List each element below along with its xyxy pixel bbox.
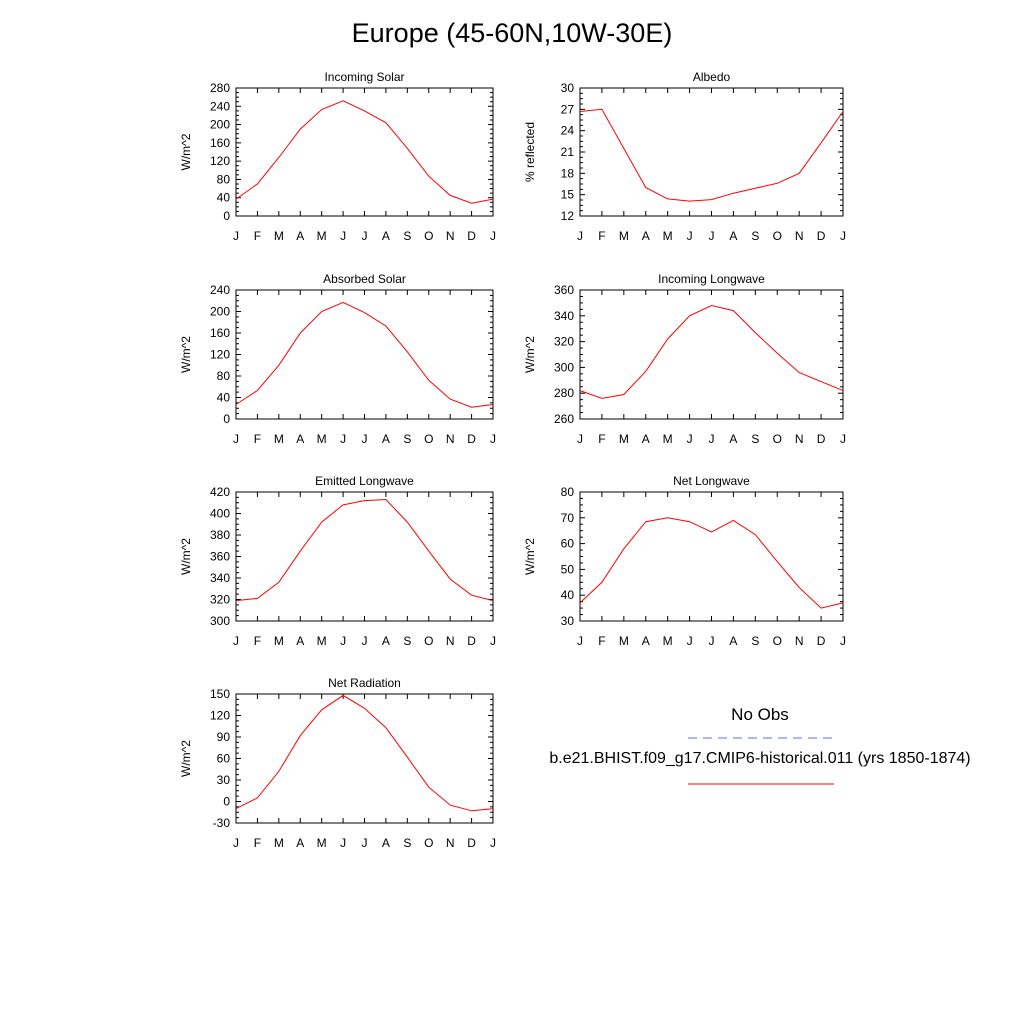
x-tick-label: M: [273, 836, 284, 850]
x-tick-label: N: [445, 836, 455, 850]
x-tick-label: D: [816, 229, 826, 243]
y-tick-label: 320: [553, 334, 574, 349]
x-tick-label: J: [490, 634, 496, 648]
x-tick-label: D: [467, 634, 476, 648]
y-tick-label: 60: [560, 536, 574, 551]
x-tick-label: M: [316, 634, 327, 648]
legend-obs-label: No Obs: [731, 705, 789, 724]
y-axis-label: W/m^2: [179, 133, 193, 171]
x-tick-label: O: [772, 229, 782, 243]
y-tick-label: 240: [209, 99, 230, 114]
y-tick-label: 200: [209, 304, 230, 319]
y-tick-label: 80: [216, 172, 230, 187]
y-tick-label: 0: [223, 412, 230, 426]
x-tick-label: S: [403, 432, 412, 446]
y-tick-label: 400: [209, 506, 230, 521]
x-tick-label: A: [381, 634, 390, 648]
x-tick-label: J: [577, 229, 583, 243]
y-tick-label: 60: [216, 751, 230, 766]
x-tick-label: A: [641, 229, 650, 243]
x-tick-label: J: [233, 229, 239, 243]
y-tick-label: 120: [209, 347, 230, 362]
y-axis-label: % reflected: [523, 121, 537, 183]
x-tick-label: J: [708, 229, 715, 243]
x-tick-label: A: [381, 836, 390, 850]
x-tick-label: M: [618, 634, 629, 648]
x-tick-label: A: [729, 229, 738, 243]
x-tick-label: A: [296, 432, 305, 446]
x-tick-label: S: [751, 229, 760, 243]
y-tick-label: 160: [209, 326, 230, 340]
x-tick-label: J: [340, 229, 347, 243]
y-tick-label: 21: [560, 145, 574, 159]
panel-title: Emitted Longwave: [315, 474, 414, 488]
x-tick-label: J: [340, 634, 347, 648]
y-tick-label: 27: [560, 102, 574, 117]
y-tick-label: 300: [553, 360, 574, 375]
x-tick-label: O: [772, 432, 782, 446]
legend-model-label: b.e21.BHIST.f09_g17.CMIP6-historical.011 (yrs 1850-1874): [549, 750, 971, 767]
x-tick-label: F: [253, 634, 262, 648]
y-tick-label: 0: [223, 794, 230, 809]
x-tick-label: M: [618, 229, 629, 243]
x-tick-label: D: [816, 432, 826, 446]
x-tick-label: D: [467, 432, 476, 446]
y-tick-label: 40: [216, 390, 230, 405]
y-tick-label: 160: [209, 135, 230, 150]
y-tick-label: 18: [560, 166, 574, 181]
x-tick-label: D: [816, 634, 826, 648]
x-tick-label: J: [840, 634, 846, 648]
x-tick-label: J: [686, 432, 693, 446]
x-tick-label: F: [253, 836, 262, 850]
x-tick-label: N: [445, 634, 455, 648]
x-tick-label: J: [577, 432, 583, 446]
x-tick-label: J: [840, 432, 846, 446]
x-tick-label: F: [253, 229, 262, 243]
x-tick-label: F: [598, 634, 606, 648]
y-tick-label: 15: [560, 187, 574, 202]
y-tick-label: 340: [553, 308, 574, 323]
x-tick-label: O: [424, 229, 434, 243]
x-tick-label: A: [296, 836, 305, 850]
x-tick-label: J: [577, 634, 583, 648]
x-tick-label: M: [273, 634, 284, 648]
y-tick-label: 24: [560, 123, 574, 138]
x-tick-label: O: [772, 634, 782, 648]
x-tick-label: J: [490, 229, 496, 243]
x-tick-label: J: [490, 836, 496, 850]
y-tick-label: 380: [209, 528, 230, 542]
x-tick-label: A: [729, 634, 738, 648]
x-tick-label: J: [686, 229, 693, 243]
y-tick-label: 260: [553, 412, 574, 426]
x-tick-label: M: [316, 836, 327, 850]
x-tick-label: F: [598, 229, 606, 243]
figure-title: Europe (45-60N,10W-30E): [351, 18, 673, 48]
y-tick-label: 320: [209, 592, 230, 607]
x-tick-label: O: [424, 634, 434, 648]
y-tick-label: 340: [209, 571, 230, 585]
x-tick-label: O: [424, 432, 434, 446]
x-tick-label: A: [641, 432, 650, 446]
panel-title: Net Longwave: [673, 474, 750, 488]
y-tick-label: 30: [560, 614, 574, 628]
x-tick-label: J: [840, 229, 846, 243]
x-tick-label: M: [316, 229, 327, 243]
x-tick-label: N: [445, 229, 455, 243]
x-tick-label: S: [403, 229, 412, 243]
y-tick-label: 90: [216, 730, 230, 744]
y-tick-label: 420: [209, 485, 230, 499]
x-tick-label: M: [273, 229, 284, 243]
x-tick-label: S: [403, 634, 412, 648]
y-tick-label: -30: [212, 816, 230, 830]
x-tick-label: M: [662, 229, 673, 243]
y-tick-label: 150: [209, 687, 230, 701]
x-tick-label: D: [467, 229, 476, 243]
y-axis-label: W/m^2: [179, 336, 193, 373]
y-tick-label: 70: [560, 510, 574, 525]
y-tick-label: 360: [553, 283, 574, 297]
y-axis-label: W/m^2: [179, 740, 193, 777]
panel-title: Albedo: [692, 70, 731, 84]
x-tick-label: J: [361, 836, 368, 850]
y-tick-label: 300: [209, 614, 230, 628]
y-tick-label: 30: [560, 81, 574, 95]
y-tick-label: 80: [560, 485, 574, 499]
x-tick-label: M: [273, 432, 284, 446]
y-tick-label: 40: [216, 190, 230, 205]
x-tick-label: A: [296, 229, 305, 243]
x-tick-label: J: [361, 432, 368, 446]
y-tick-label: 40: [560, 588, 574, 603]
x-tick-label: A: [729, 432, 738, 446]
x-tick-label: O: [424, 836, 434, 850]
panel-title: Net Radiation: [328, 676, 401, 690]
x-tick-label: J: [233, 836, 239, 850]
x-tick-label: A: [641, 634, 650, 648]
y-axis-label: W/m^2: [179, 538, 193, 575]
x-tick-label: S: [751, 432, 760, 446]
x-tick-label: S: [403, 836, 412, 850]
x-tick-label: N: [794, 229, 804, 243]
x-tick-label: M: [618, 432, 629, 446]
x-tick-label: J: [708, 432, 715, 446]
x-tick-label: J: [490, 432, 496, 446]
y-tick-label: 50: [560, 562, 574, 577]
x-tick-label: F: [253, 432, 262, 446]
y-tick-label: 200: [209, 117, 230, 132]
x-tick-label: J: [686, 634, 693, 648]
x-tick-label: M: [316, 432, 327, 446]
x-tick-label: J: [340, 432, 347, 446]
x-tick-label: S: [751, 634, 760, 648]
x-tick-label: M: [662, 432, 673, 446]
y-tick-label: 12: [560, 209, 574, 223]
x-tick-label: J: [233, 634, 239, 648]
y-tick-label: 280: [553, 386, 574, 401]
x-tick-label: F: [598, 432, 606, 446]
y-tick-label: 30: [216, 773, 230, 787]
x-tick-label: J: [340, 836, 347, 850]
y-tick-label: 240: [209, 283, 230, 297]
y-axis-label: W/m^2: [523, 336, 537, 373]
x-tick-label: J: [361, 229, 368, 243]
x-tick-label: N: [445, 432, 455, 446]
y-tick-label: 280: [209, 81, 230, 95]
x-tick-label: A: [381, 229, 390, 243]
x-tick-label: D: [467, 836, 476, 850]
y-tick-label: 0: [223, 209, 230, 223]
panel-title: Incoming Solar: [324, 70, 405, 84]
x-tick-label: J: [233, 432, 239, 446]
y-tick-label: 120: [209, 154, 230, 169]
x-tick-label: A: [381, 432, 390, 446]
y-tick-label: 360: [209, 549, 230, 564]
panel-title: Absorbed Solar: [323, 272, 406, 286]
x-tick-label: M: [662, 634, 673, 648]
x-tick-label: N: [794, 432, 804, 446]
x-tick-label: N: [794, 634, 804, 648]
x-tick-label: A: [296, 634, 305, 648]
x-tick-label: J: [361, 634, 368, 648]
y-axis-label: W/m^2: [523, 538, 537, 575]
y-tick-label: 80: [216, 369, 230, 383]
x-tick-label: J: [708, 634, 715, 648]
panel-title: Incoming Longwave: [658, 272, 765, 286]
y-tick-label: 120: [209, 708, 230, 723]
